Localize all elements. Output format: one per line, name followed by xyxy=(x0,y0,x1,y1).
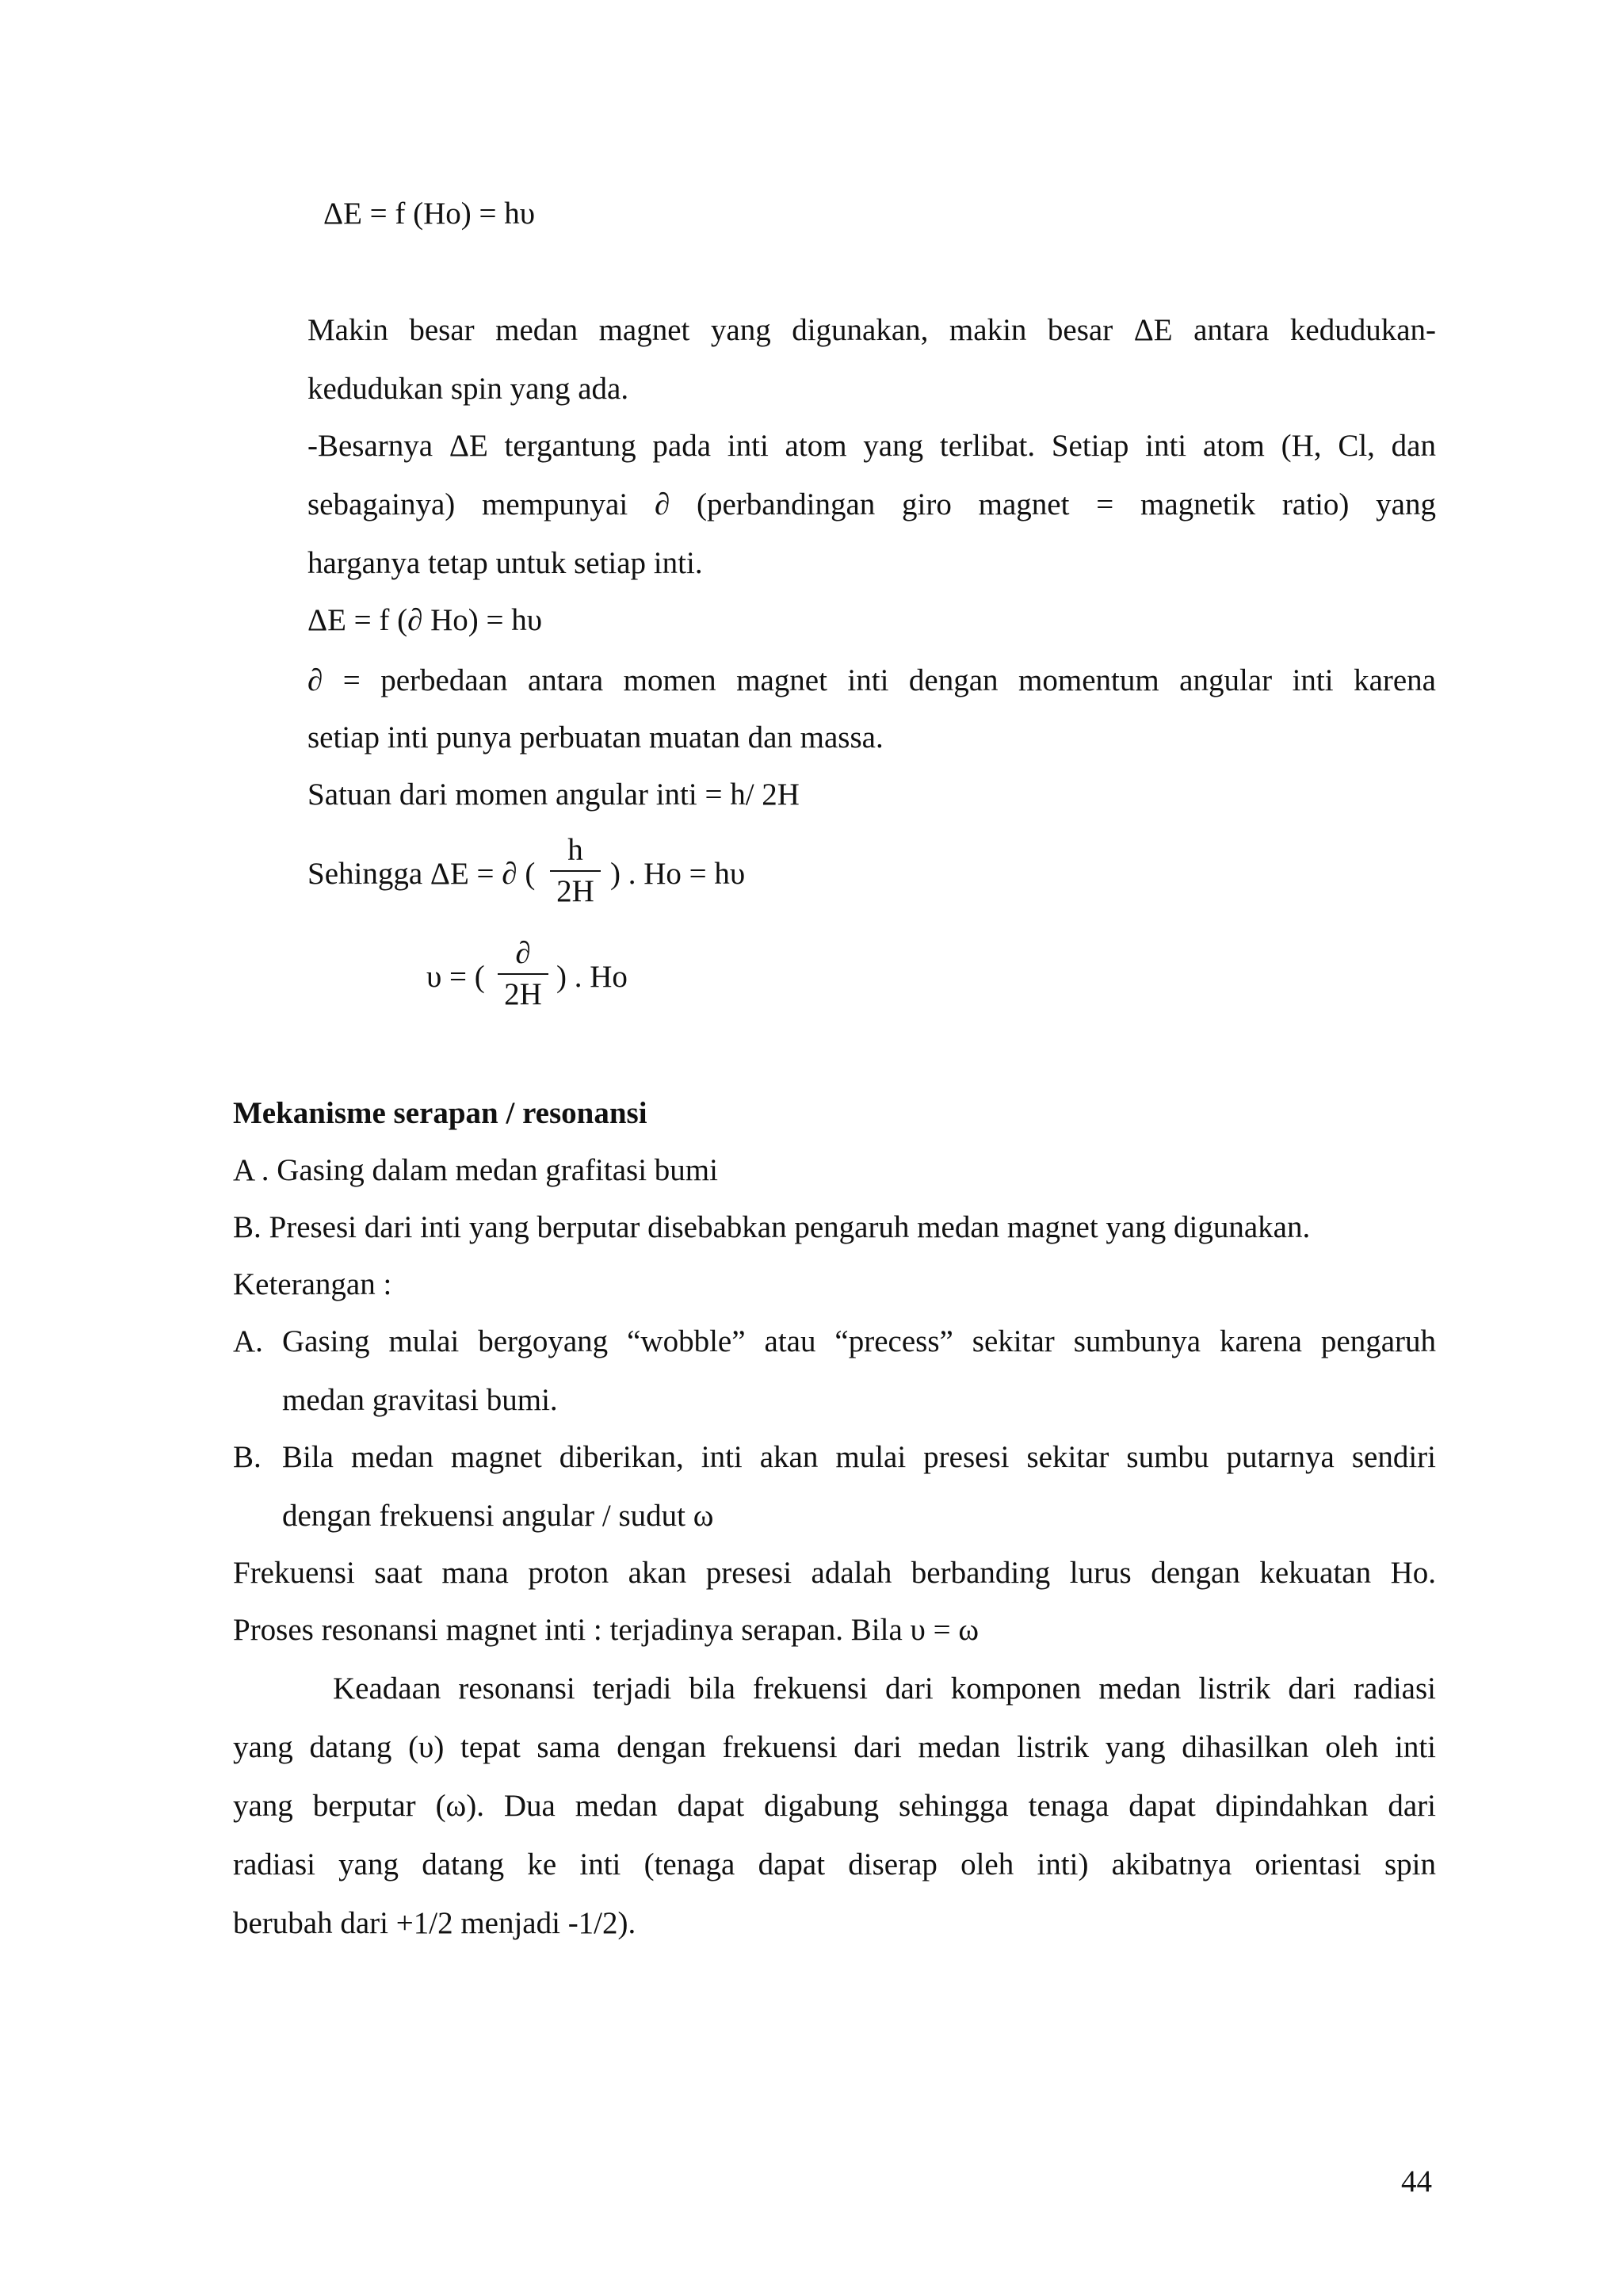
paragraph-line: -Besarnya ΔE tergantung pada inti atom yang terlibat. Setiap inti atom (H, Cl, dan xyxy=(307,429,1436,463)
item-b: B. Presesi dari inti yang berputar disebabkan pengaruh medan magnet yang digunakan. xyxy=(233,1210,1311,1244)
paragraph-line: yang datang (υ) tepat sama dengan frekuensi dari medan listrik yang dihasilkan oleh inti xyxy=(233,1730,1436,1764)
equation-nu-prefix: υ = ( xyxy=(426,960,485,994)
paragraph-line: sebagainya) mempunyai ∂ (perbandingan giro magnet = magnetik ratio) yang xyxy=(307,487,1436,521)
paragraph-line: Frekuensi saat mana proton akan presesi adalah berbanding lurus dengan kekuatan Ho. xyxy=(233,1556,1436,1590)
fraction-denominator: 2H xyxy=(504,977,542,1011)
equation-delta-e-gyro: ΔE = f (∂ Ho) = hυ xyxy=(307,603,543,637)
fraction-h-over-2h xyxy=(550,832,601,910)
paragraph-line: radiasi yang datang ke inti (tenaga dapat diserap oleh inti) akibatnya orientasi spin xyxy=(233,1847,1436,1881)
list-item-b-line: Bila medan magnet diberikan, inti akan mulai presesi sekitar sumbu putarnya sendiri xyxy=(282,1440,1436,1474)
fraction-numerator: ∂ xyxy=(515,936,531,970)
list-item-a-line: Gasing mulai bergoyang “wobble” atau “precess” sekitar sumbunya karena pengaruh xyxy=(282,1324,1436,1358)
paragraph-line: kedudukan spin yang ada. xyxy=(307,372,629,406)
paragraph-line: Keadaan resonansi terjadi bila frekuensi dari komponen medan listrik dari radiasi xyxy=(333,1671,1436,1706)
equation-nu-suffix: ) . Ho xyxy=(556,960,628,994)
keterangan-label: Keterangan : xyxy=(233,1267,392,1301)
paragraph-line: berubah dari +1/2 menjadi -1/2). xyxy=(233,1906,636,1940)
paragraph-line: Proses resonansi magnet inti : terjadinya serapan. Bila υ = ω xyxy=(233,1613,980,1647)
fraction-gyro-over-2h xyxy=(498,935,548,1013)
paragraph-line: Makin besar medan magnet yang digunakan, makin besar ΔE antara kedudukan- xyxy=(307,313,1436,347)
fraction-denominator: 2H xyxy=(556,874,594,908)
list-marker-b: B. xyxy=(233,1440,262,1474)
page-number: 44 xyxy=(1401,2164,1432,2199)
list-item-b-line: dengan frekuensi angular / sudut ω xyxy=(282,1499,714,1533)
section-heading: Mekanisme serapan / resonansi xyxy=(233,1096,647,1130)
paragraph-line: yang berputar (ω). Dua medan dapat digabung sehingga tenaga dapat dipindahkan dari xyxy=(233,1789,1436,1823)
fraction-numerator: h xyxy=(567,833,583,867)
fraction-bar xyxy=(498,973,548,975)
list-marker-a: A. xyxy=(233,1324,263,1358)
paragraph-line: Satuan dari momen angular inti = h/ 2H xyxy=(307,777,800,812)
paragraph-line: ∂ = perbedaan antara momen magnet inti dengan momentum angular inti karena xyxy=(307,663,1436,697)
item-a: A . Gasing dalam medan grafitasi bumi xyxy=(233,1153,718,1187)
equation-sehingga-suffix: ) . Ho = hυ xyxy=(610,857,746,891)
equation-sehingga-prefix: Sehingga ΔE = ∂ ( xyxy=(307,857,536,891)
list-item-a-line: medan gravitasi bumi. xyxy=(282,1383,558,1417)
paragraph-line: setiap inti punya perbuatan muatan dan massa. xyxy=(307,720,884,755)
fraction-bar xyxy=(550,870,601,872)
equation-delta-e: ΔE = f (Ho) = hυ xyxy=(323,197,536,231)
paragraph-line: harganya tetap untuk setiap inti. xyxy=(307,546,703,580)
